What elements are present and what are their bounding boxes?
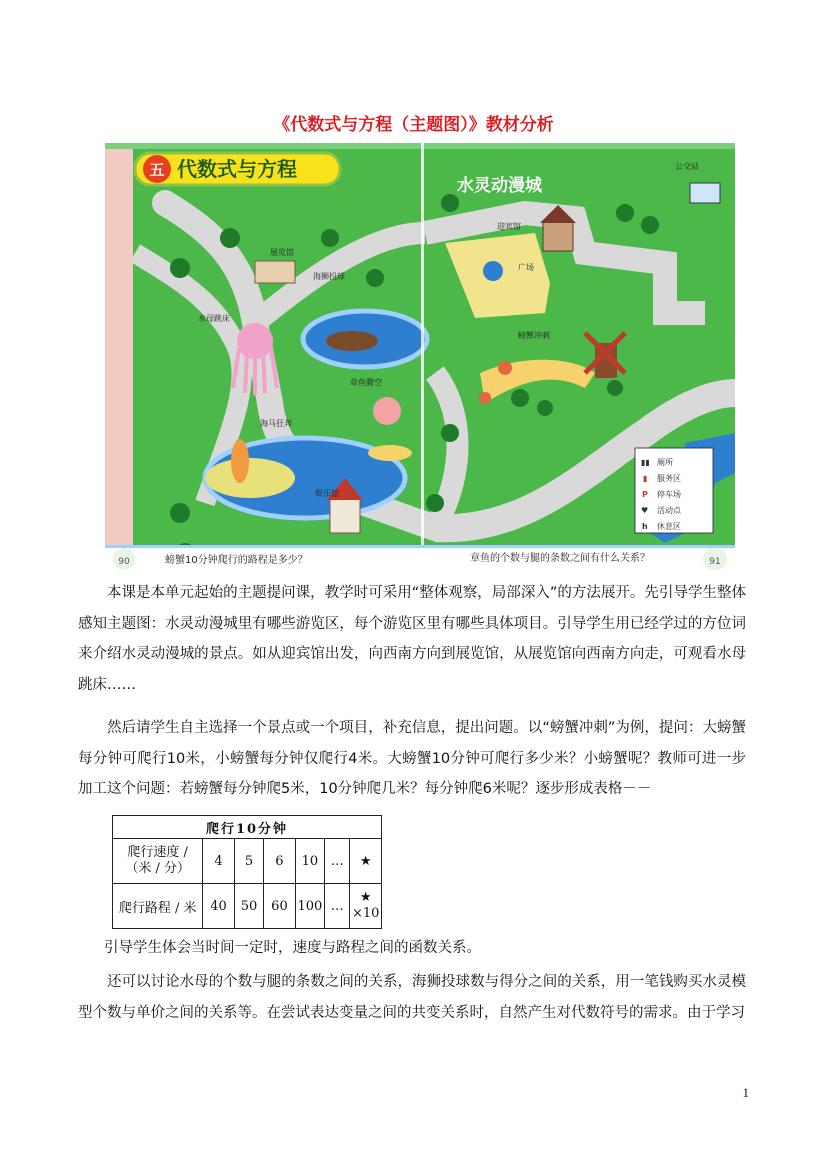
times-ten: ×10 (352, 906, 380, 921)
legend-label: 休息区 (657, 522, 681, 531)
spot-entertainment: 娱乐馆 (315, 489, 339, 498)
toilet-icon: ▮▮ (641, 458, 650, 467)
table-cell: 60 (264, 884, 295, 929)
table-cell: … (325, 839, 350, 884)
theme-map-illustration (105, 143, 735, 575)
speed-distance-table (112, 815, 382, 929)
table-cell: 100 (295, 884, 324, 929)
legend-label: 厕所 (657, 458, 673, 467)
unit-badge: 五 (149, 161, 165, 179)
parking-icon: P (642, 490, 648, 499)
paragraph-intro: 本课是本单元起始的主题提问课，教学时可采用“整体观察，局部深入”的方法展开。先引导学生整体感知主题图：水灵动漫城里有哪些游览区，每个游览区里有哪些具体项目。引导学生用已经学过的方位词来介绍水灵动漫城的景点。如从迎宾馆出发，向西南方向到展览馆，从展览馆向西南方向走，可观看水母跳床…… (78, 585, 746, 693)
left-question: 螃蟹10分钟爬行的路程是多少？ (165, 555, 308, 566)
spot-exhibition: 展览馆 (270, 248, 294, 257)
row-label-distance: 爬行路程 / 米 (113, 884, 203, 929)
table-cell: 40 (203, 884, 234, 929)
row-label-speed (113, 839, 203, 884)
paragraph-further-discussion: 还可以讨论水母的个数与腿的条数之间的关系，海狮投球数与得分之间的关系，用一笔钱购买水灵模型个数与单价之间的关系等。在尝试表达变量之间的共变关系时，自然产生对代数符号的需求。由于学习 (78, 974, 746, 1021)
paragraph-crab-example: 然后请学生自主选择一个景点或一个项目，补充信息，提出问题。以“螃蟹冲刺”为例，提问：大螃蟹每分钟可爬行10米，小螃蟹每分钟仅爬行4米。大螃蟹10分钟可爬行多少米？小螃蟹呢？教师可进一步加工这个问题：若螃蟹每分钟爬5米，10分钟爬几米？每分钟爬6米呢？逐步形成表格－－ (78, 720, 746, 797)
spot-square: 广场 (518, 263, 534, 272)
row-label-speed-a: 爬行速度 / (127, 845, 188, 860)
spot-seahorse: 海马狂奔 (260, 419, 292, 428)
park-name: 水灵动漫城 (457, 176, 542, 196)
right-question: 章鱼的个数与腿的条数之间有什么关系？ (470, 553, 650, 564)
table-cell: … (325, 884, 350, 929)
page-number: 1 (742, 1085, 749, 1100)
paragraph-function-relation: 引导学生体会当时间一定时，速度与路程之间的函数关系。 (104, 940, 481, 956)
spot-bus: 公交站 (675, 162, 699, 171)
spot-octopus: 章鱼腾空 (350, 378, 382, 387)
table-cell: 10 (295, 839, 324, 884)
row-label-speed-b: （米 / 分） (125, 861, 190, 876)
rest-icon: h (642, 522, 648, 531)
activity-icon: ♥ (641, 506, 649, 515)
table-cell: 6 (264, 839, 295, 884)
service-icon: ▮ (643, 474, 648, 483)
star-symbol: ★ (359, 890, 372, 905)
spot-crab: 螃蟹冲刺 (518, 331, 550, 340)
table-cell-star: ★ (350, 839, 382, 884)
table-header: 爬行10分钟 (113, 816, 382, 839)
legend-label: 服务区 (657, 474, 681, 483)
spot-sealion: 海狮投球 (313, 272, 345, 281)
document-title: 《代数式与方程（主题图）》教材分析 (273, 115, 554, 135)
legend-label: 停车场 (657, 490, 681, 499)
spot-guesthouse: 迎宾馆 (497, 222, 521, 231)
table-cell: 50 (234, 884, 263, 929)
spot-jellyfish: 水母跳床 (198, 314, 230, 323)
table-cell: 5 (234, 839, 263, 884)
table-cell: 4 (203, 839, 234, 884)
unit-title: 代数式与方程 (177, 157, 297, 181)
table-cell-star-times-10 (350, 884, 382, 929)
left-page-number: 90 (118, 557, 130, 567)
right-page-number: 91 (709, 557, 721, 567)
legend-label: 活动点 (657, 506, 681, 515)
